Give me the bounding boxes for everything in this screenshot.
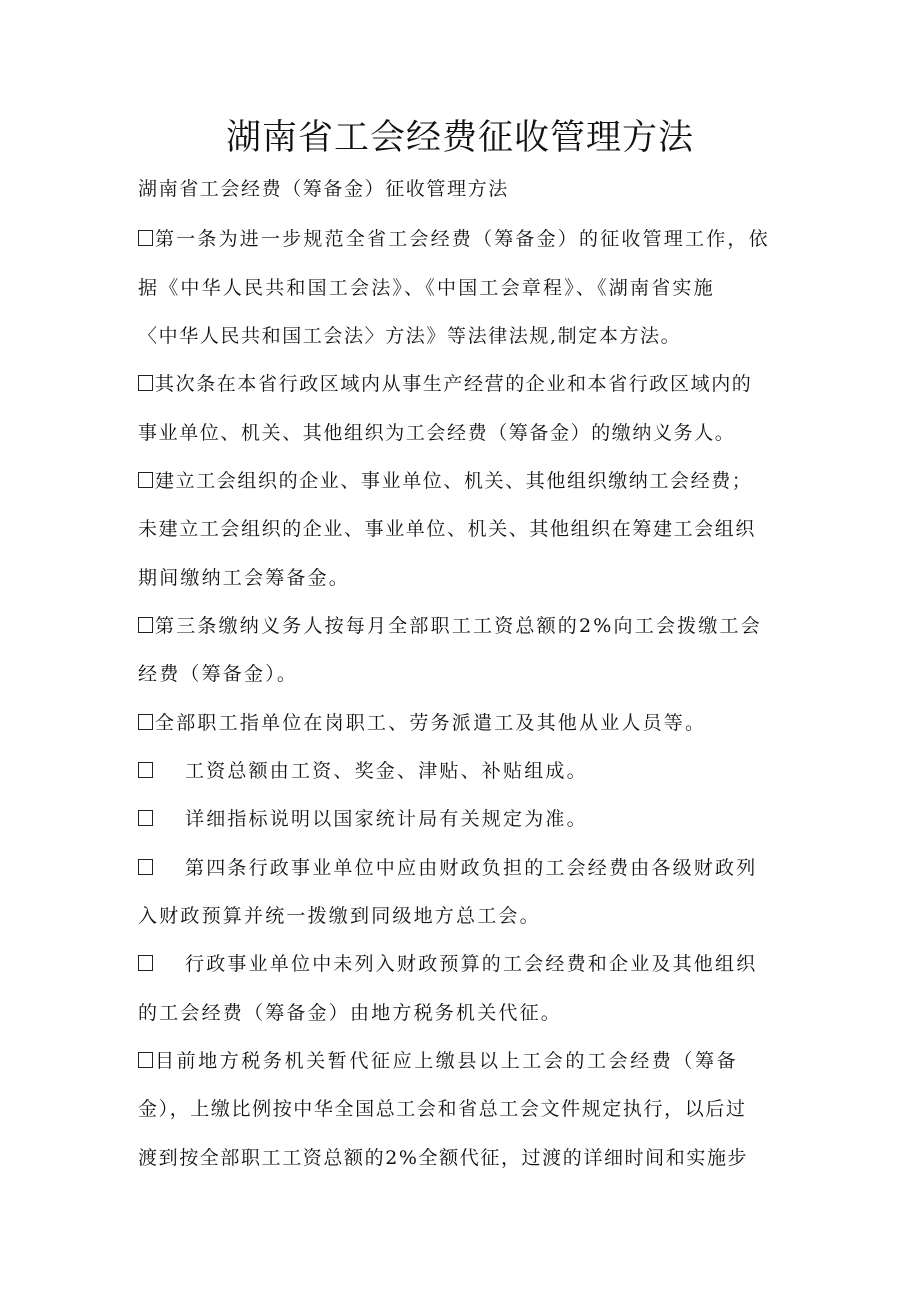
paragraph-line [138,949,798,979]
paragraph-line [138,756,798,786]
paragraph-line: 事业单位、机关、其他组织为工会经费（筹备金）的缴纳义务人。 [138,422,736,444]
paragraph-line: 据《中华人民共和国工会法》、《中国工会章程》、《湖南省实施 [138,277,715,299]
paragraph-line [138,611,798,641]
paragraph-line [138,224,798,254]
line-text: 第四条行政事业单位中应由财政负担的工会经费由各级财政列 [185,857,758,879]
paragraph-line: 金），上缴比例按中华全国总工会和省总工会文件规定执行，以后过 [138,1098,747,1120]
line-text: 第一条为进一步规范全省工会经费（筹备金）的征收管理工作，依 [155,228,770,250]
paragraph-line [138,369,798,399]
paragraph-line: 〈中华人民共和国工会法〉方法》等法律法规,制定本方法。 [138,325,682,347]
paragraph-line [138,853,798,883]
line-text: 全部职工指单位在岗职工、劳务派遣工及其他从业人员等。 [155,712,707,734]
paragraph-line [138,1046,798,1076]
line-text: 工资总额由工资、奖金、津贴、补贴组成。 [185,760,588,782]
line-text: 建立工会组织的企业、事业单位、机关、其他组织缴纳工会经费； [155,470,753,492]
paragraph-line: 渡到按全部职工工资总额的2%全额代征，过渡的详细时间和实施步 [138,1147,749,1169]
line-text: 其次条在本省行政区域内从事生产经营的企业和本省行政区域内的 [155,373,753,395]
checkbox-square-icon [138,955,153,971]
checkbox-square-icon [138,375,153,391]
line-text: 第三条缴纳义务人按每月全部职工工资总额的2%向工会拨缴工会 [155,615,762,637]
checkbox-square-icon [138,859,153,875]
line-text: 目前地方税务机关暂代征应上缴县以上工会的工会经费（筹备 [155,1050,739,1072]
checkbox-square-icon [138,617,153,633]
document-subtitle: 湖南省工会经费（筹备金）征收管理方法 [138,178,509,200]
checkbox-square-icon [138,714,153,730]
paragraph-line [138,466,798,496]
paragraph-line: 入财政预算并统一拨缴到同级地方总工会。 [138,905,541,927]
paragraph-line [138,708,798,738]
paragraph-line: 经费（筹备金）。 [138,663,299,685]
line-text: 行政事业单位中未列入财政预算的工会经费和企业及其他组织 [185,953,758,975]
checkbox-square-icon [138,472,153,488]
line-text: 详细指标说明以国家统计局有关规定为准。 [185,808,588,830]
paragraph-line: 的工会经费（筹备金）由地方税务机关代征。 [138,1002,563,1024]
paragraph-line: 期间缴纳工会筹备金。 [138,567,351,589]
checkbox-square-icon [138,810,153,826]
document-title: 湖南省工会经费征收管理方法 [225,118,694,158]
checkbox-square-icon [138,1052,153,1068]
checkbox-square-icon [138,762,153,778]
paragraph-line: 未建立工会组织的企业、事业单位、机关、其他组织在筹建工会组织 [138,518,757,540]
paragraph-line [138,804,798,834]
checkbox-square-icon [138,230,153,246]
